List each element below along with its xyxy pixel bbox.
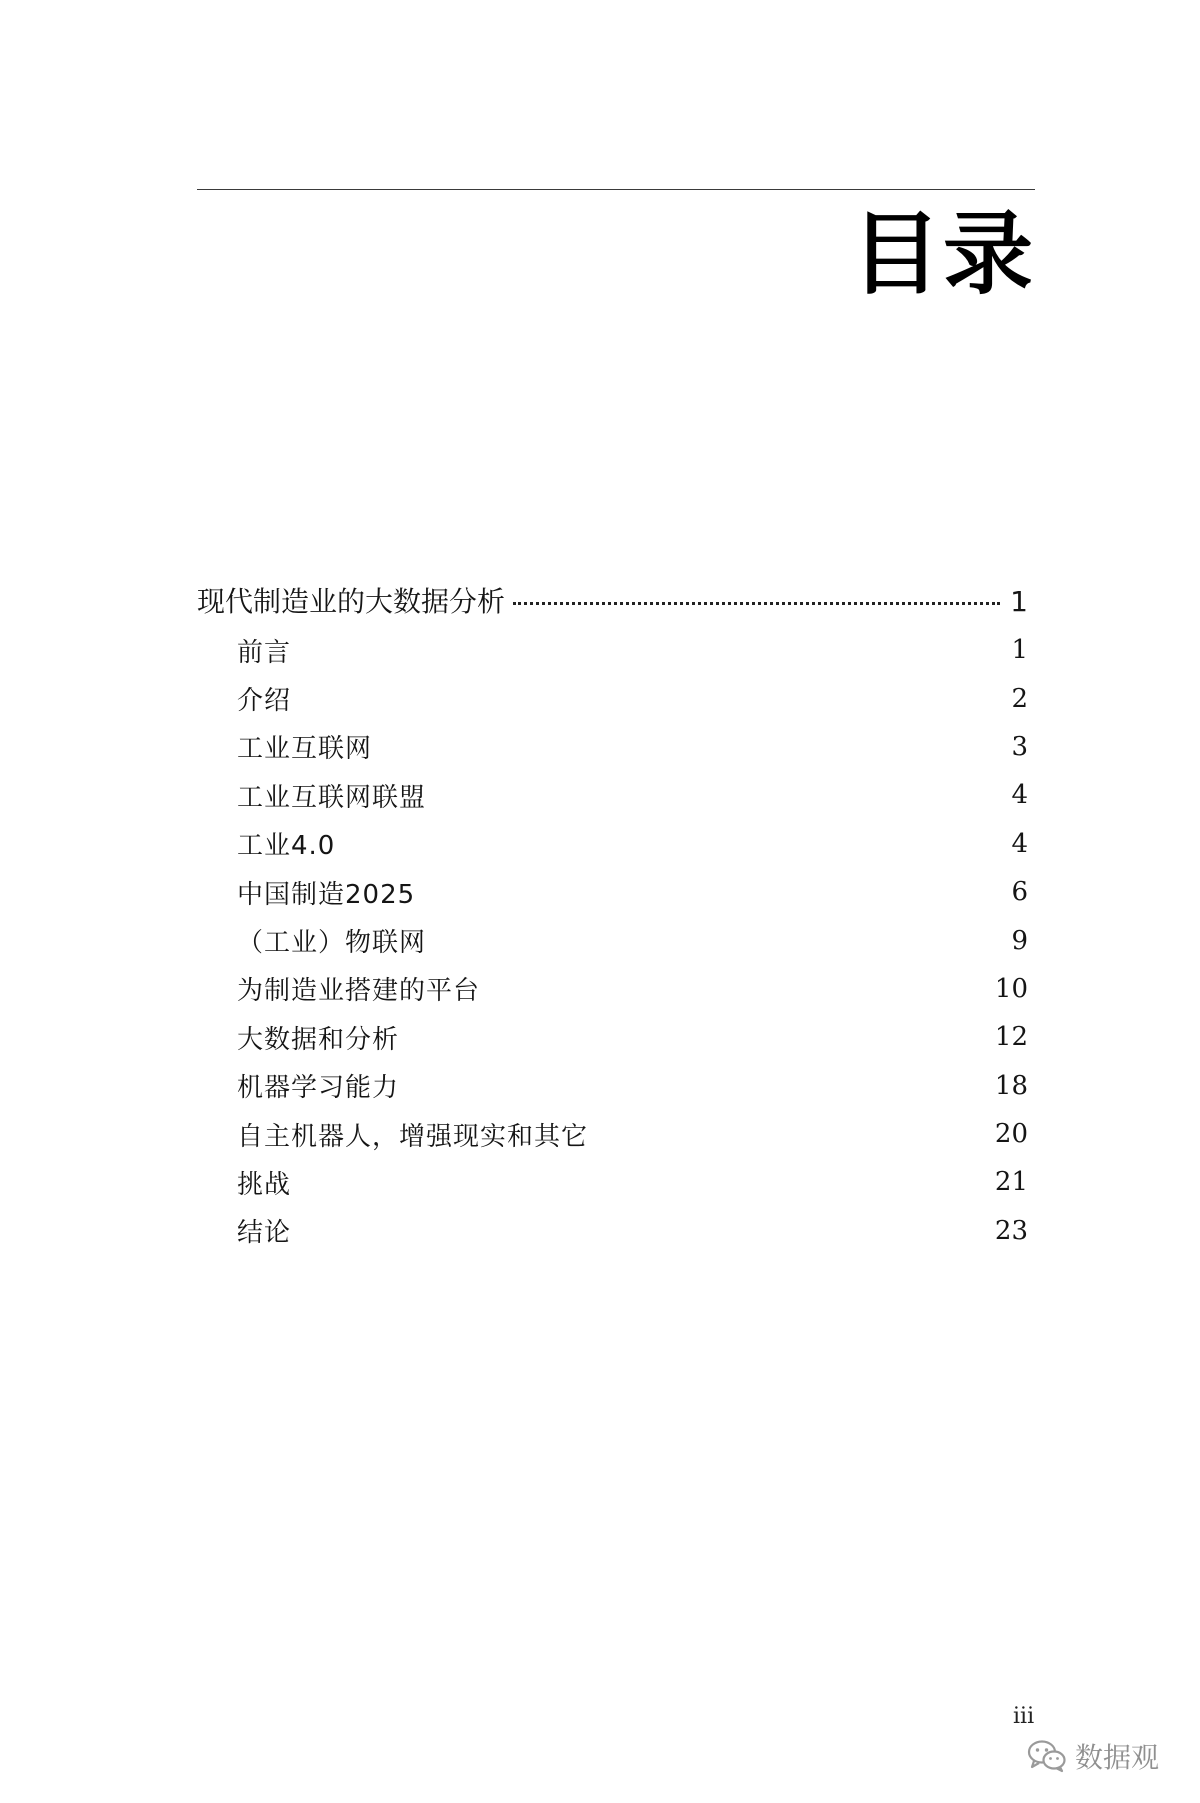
toc-chapter-entry[interactable] (197, 578, 1028, 626)
toc-section-entry[interactable] (197, 626, 1028, 674)
toc-section-label: 机器学习能力 (237, 1073, 400, 1104)
toc-section-label: 挑战 (237, 1169, 292, 1200)
header-rule (197, 189, 1035, 190)
watermark (1027, 1736, 1159, 1776)
toc-section-entry[interactable] (197, 916, 1028, 964)
toc-section-page: 9 (1011, 925, 1028, 956)
toc-section-label: 结论 (237, 1218, 292, 1249)
toc-section-label: 中国制造2025 (237, 879, 416, 910)
toc-section-entry[interactable] (197, 674, 1028, 722)
toc-section-page: 10 (994, 973, 1028, 1004)
toc-section-page: 20 (994, 1119, 1028, 1150)
toc-section-page: 1 (1011, 635, 1028, 666)
toc-section-page: 4 (1011, 780, 1028, 811)
toc-section-entry[interactable] (197, 1207, 1028, 1255)
toc-section-page: 18 (994, 1070, 1028, 1101)
toc-section-label: 介绍 (237, 686, 292, 717)
toc-section-page: 23 (994, 1215, 1028, 1246)
toc-section-page: 2 (1011, 683, 1028, 714)
toc-section-label: （工业）物联网 (237, 928, 427, 959)
page-title: 目录 (851, 202, 1035, 307)
toc-section-entry[interactable] (197, 771, 1028, 819)
watermark-text: 数据观 (1075, 1741, 1160, 1774)
toc-section-entry[interactable] (197, 1062, 1028, 1110)
toc-chapter-label: 现代制造业的大数据分析 (197, 585, 506, 618)
toc-section-list (197, 626, 1028, 1255)
toc-section-entry[interactable] (197, 1013, 1028, 1061)
toc-section-page: 6 (1011, 877, 1028, 908)
toc-section-label: 为制造业搭建的平台 (237, 976, 481, 1007)
toc-section-page: 4 (1011, 828, 1028, 859)
toc-section-entry[interactable] (197, 820, 1028, 868)
toc-section-entry[interactable] (197, 1110, 1028, 1158)
toc-section-page: 12 (994, 1022, 1028, 1053)
toc-section-label: 工业4.0 (237, 831, 336, 862)
toc-section-entry[interactable] (197, 965, 1028, 1013)
toc-section-label: 工业互联网联盟 (237, 782, 427, 813)
table-of-contents (197, 578, 1028, 1255)
page-number: iii (1013, 1704, 1035, 1729)
dot-leader (513, 602, 1000, 605)
toc-section-label: 工业互联网 (237, 734, 373, 765)
toc-section-entry[interactable] (197, 723, 1028, 771)
toc-section-page: 3 (1011, 731, 1028, 762)
toc-section-label: 自主机器人，增强现实和其它 (237, 1121, 589, 1152)
toc-section-page: 21 (994, 1167, 1028, 1198)
wechat-icon (1027, 1739, 1067, 1773)
toc-section-entry[interactable] (197, 868, 1028, 916)
toc-chapter-page: 1 (1010, 585, 1028, 618)
toc-section-entry[interactable] (197, 1158, 1028, 1206)
toc-section-label: 前言 (237, 637, 292, 668)
toc-section-label: 大数据和分析 (237, 1024, 400, 1055)
